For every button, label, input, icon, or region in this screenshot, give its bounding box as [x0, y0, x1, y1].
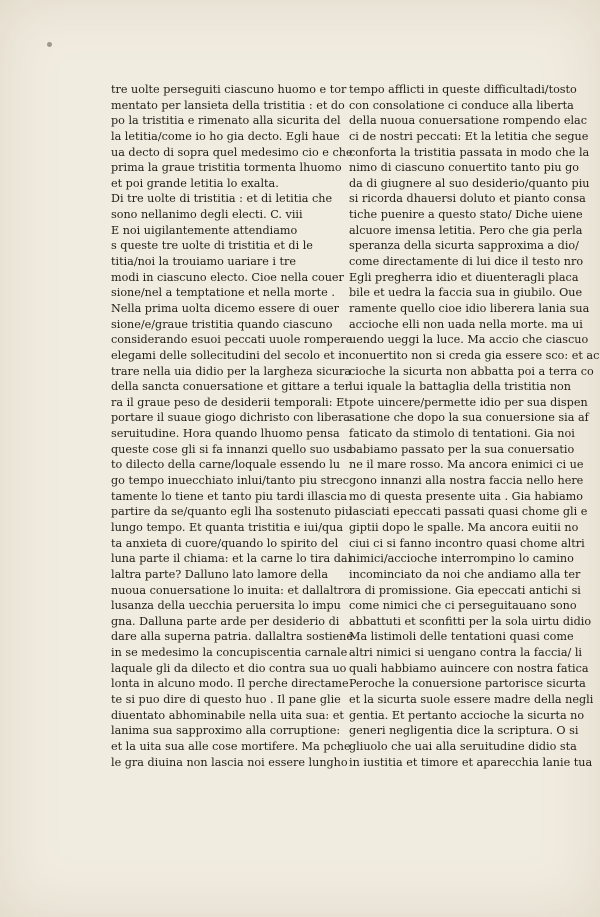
text-line: come nimici che ci perseguitauano sono	[349, 599, 577, 613]
text-line: le gra diuina non lascia noi essere lungho	[111, 755, 348, 769]
text-line: diuentato abhominabile nella uita sua: et	[111, 708, 344, 722]
text-line: conforta la tristitia passata in modo che la	[349, 145, 590, 159]
text-line: gna. Dalluna parte arde per desiderio di	[111, 614, 340, 628]
text-line: to dilecto della carne/loquale essendo lu	[111, 458, 341, 472]
text-line: abbattuti et sconfitti per la sola uirtu didio	[349, 614, 592, 628]
text-line: faticato da stimolo di tentationi. Gia noi	[349, 427, 575, 441]
text-line: gono innanzi alla nostra faccia nello here	[349, 474, 584, 488]
ink-blot	[47, 42, 52, 47]
text-line: mo di questa presente uita . Gia habiamo	[349, 489, 584, 503]
text-line: bile et uedra la faccia sua in giubilo. Oue	[349, 286, 583, 300]
text-line: Ma listimoli delle tentationi quasi come	[349, 630, 574, 644]
text-line: elegami delle sollecitudini del secolo et in	[111, 348, 349, 362]
text-line: prima la graue tristitia tormenta lhuomo	[111, 161, 342, 175]
text-line: gentia. Et pertanto accioche la sicurta no	[349, 708, 585, 722]
text-line: da di giugnere al suo desiderio/quanto piu	[349, 176, 590, 190]
text-line: ua decto di sopra quel medesimo cio e che	[111, 145, 353, 159]
text-line: ta anxieta di cuore/quando lo spirito del	[111, 536, 339, 550]
text-line: ne il mare rosso. Ma ancora enimici ci ue	[349, 458, 584, 472]
text-line: altri nimici si uengano contra la faccia/ li	[349, 646, 582, 660]
text-line: la letitia/come io ho gia decto. Egli haue	[111, 129, 340, 143]
text-line: gliuolo che uai alla seruitudine didio sta	[349, 739, 577, 753]
text-line: considerando esuoi peccati uuole rompere	[111, 333, 353, 347]
text-line: satione che dopo la sua conuersione sia af	[349, 411, 589, 425]
text-line: Egli pregherra idio et diuenteragli placa	[349, 270, 579, 284]
text-line: babiamo passato per la sua conuersatio	[349, 442, 575, 456]
text-line: nuoua conuersatione lo inuita: et dallaltro	[111, 583, 350, 597]
text-line: sione/e/graue tristitia quando ciascuno	[111, 317, 333, 331]
text-line: po la tristitia e rimenato alla sicurita del	[111, 114, 341, 128]
text-line: Nella prima uolta dicemo essere di ouer	[111, 301, 339, 315]
text-line: ra il graue peso de desiderii temporali: Et	[111, 395, 349, 409]
text-line: ciui ci si fanno incontro quasi chome altri	[349, 536, 585, 550]
text-line: et la uita sua alle cose mortifere. Ma pche	[111, 739, 351, 753]
text-line: quali habbiamo auincere con nostra fatica	[349, 661, 589, 675]
text-line: Peroche la conuersione partorisce sicurta	[349, 677, 586, 691]
text-line: Di tre uolte di tristitia : et di letitia che	[111, 192, 333, 206]
text-line: titia/noi la trouiamo uariare i tre	[111, 255, 296, 269]
text-line: lui iquale la battaglia della tristitia non	[349, 380, 571, 394]
text-line: incominciato da noi che andiamo alla ter	[349, 567, 581, 581]
text-line: della sancta conuersatione et gittare a ter	[111, 380, 351, 394]
text-line: queste cose gli si fa innanzi quello suo usa	[111, 442, 353, 456]
text-line: uendo ueggi la luce. Ma accio che ciascuo	[349, 333, 589, 347]
text-line: portare il suaue giogo dichristo con libera	[111, 411, 350, 425]
text-line: seruitudine. Hora quando lhuomo pensa	[111, 427, 340, 441]
text-line: partire da se/quanto egli lha sostenuto piu	[111, 505, 353, 519]
text-line: tre uolte perseguiti ciascuno huomo e tor	[111, 83, 347, 96]
text-line: in iustitia et timore et aparecchia lanie tua	[349, 755, 593, 769]
text-line: luna parte il chiama: et la carne lo tira dal	[111, 552, 352, 566]
text-line: go tempo inuecchiato inlui/tanto piu strec	[111, 474, 350, 488]
text-line: ramente quello cioe idio liberera lania sua	[349, 301, 590, 315]
text-line: laltra parte? Dalluno lato lamore della	[111, 567, 329, 581]
text-line: sione/nel a temptatione et nella morte .	[111, 286, 335, 300]
right-text-column	[349, 82, 600, 770]
text-line: lanima sua sapproximo alla corruptione:	[111, 724, 341, 738]
text-line: accioche elli non uada nella morte. ma ui	[349, 317, 583, 331]
text-line: giptii dopo le spalle. Ma ancora euitii no	[349, 520, 579, 534]
text-line: cioche la sicurta non abbatta poi a terra co	[349, 364, 594, 378]
text-line: conuertito non si creda gia essere sco: et ac	[349, 348, 600, 362]
text-line: tiche puenire a questo stato/ Diche uiene	[349, 208, 583, 222]
text-line: laquale gli da dilecto et dio contra sua uo	[111, 661, 347, 675]
text-line: sono nellanimo degli electi. C. viii	[111, 208, 303, 222]
text-line: nimici/accioche interrompino lo camino	[349, 552, 574, 566]
text-line: ci de nostri peccati: Et la letitia che segue	[349, 129, 589, 143]
text-line: lungo tempo. Et quanta tristitia e iui/qua	[111, 520, 344, 534]
text-line: pote uincere/permette idio per sua dispen	[349, 395, 588, 409]
text-line: speranza della sicurta sapproxima a dio/	[349, 239, 579, 253]
text-line: et la sicurta suole essere madre della negli	[349, 692, 594, 706]
text-line: come directamente di lui dice il testo nro	[349, 255, 584, 269]
text-line: ra di promissione. Gia epeccati antichi si	[349, 583, 581, 597]
text-line: E noi uigilantemente attendiamo	[111, 223, 298, 237]
text-line: dare alla superna patria. dallaltra sostiene	[111, 630, 353, 644]
text-line: con consolatione ci conduce alla liberta	[349, 98, 574, 112]
text-line: generi negligentia dice la scriptura. O si	[349, 724, 579, 738]
text-line: lusanza della uecchia peruersita lo impu	[111, 599, 341, 613]
text-line: tempo afflicti in queste difficultadi/tosto	[349, 83, 577, 96]
text-line: nimo di ciascuno conuertito tanto piu go	[349, 161, 579, 175]
text-line: mentato per lansieta della tristitia : et do	[111, 98, 345, 112]
text-line: lonta in alcuno modo. Il perche directame	[111, 677, 349, 691]
text-line: modi in ciascuno electo. Cioe nella couer	[111, 270, 344, 284]
text-line: s queste tre uolte di tristitia et di le	[111, 239, 313, 253]
text-line: tamente lo tiene et tanto piu tardi illascia	[111, 489, 348, 503]
left-text-column	[111, 82, 353, 770]
text-line: alcuore imensa letitia. Pero che gia perla	[349, 223, 583, 237]
text-line: della nuoua conuersatione rompendo elac	[349, 114, 587, 128]
text-line: te si puo dire di questo huo . Il pane glie	[111, 692, 341, 706]
text-line: lasciati epeccati passati quasi chome gli e	[349, 505, 588, 519]
text-line: et poi grande letitia lo exalta.	[111, 176, 279, 190]
text-line: trare nella uia didio per la largheza sicura	[111, 364, 352, 378]
text-line: in se medesimo la concupiscentia carnale	[111, 646, 348, 660]
text-line: si ricorda dhauersi doluto et pianto consa	[349, 192, 586, 206]
